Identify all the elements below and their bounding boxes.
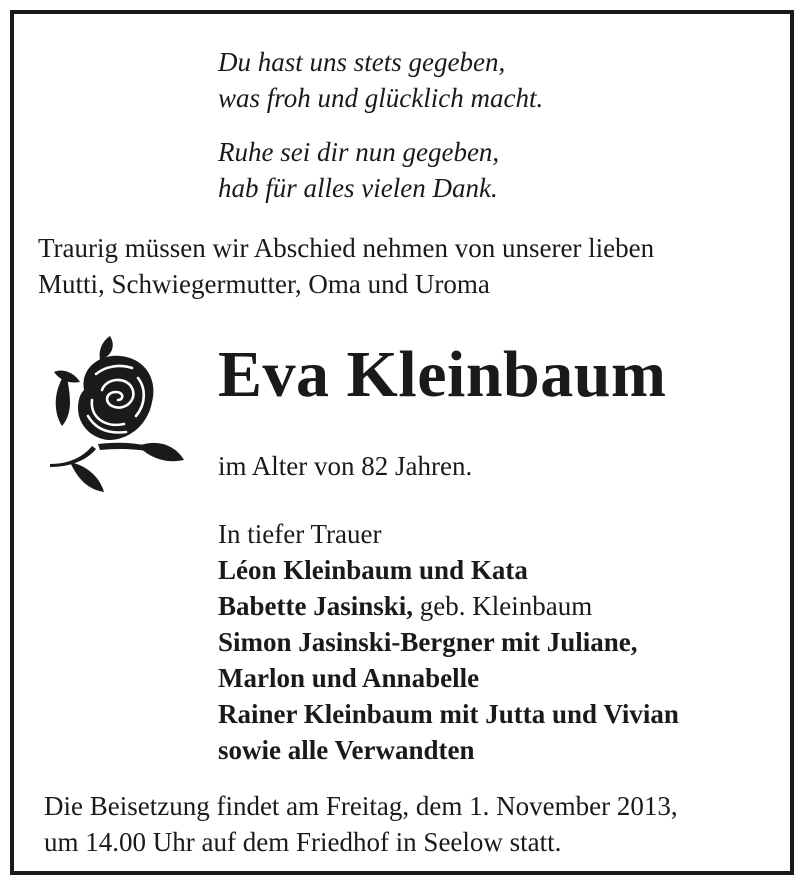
funeral-line: Die Beisetzung findet am Freitag, dem 1. November 2013, bbox=[44, 791, 678, 821]
intro-text bbox=[38, 230, 654, 302]
intro-line: Mutti, Schwiegermutter, Oma und Uroma bbox=[38, 269, 490, 299]
mourners-list bbox=[218, 516, 679, 768]
mourner-name: Babette Jasinski, bbox=[218, 591, 414, 621]
mourner-line: sowie alle Verwandten bbox=[218, 735, 475, 765]
poem-line: hab für alles vielen Dank. bbox=[218, 173, 498, 203]
mourner-line bbox=[218, 588, 679, 624]
intro-line: Traurig müssen wir Abschied nehmen von unserer lieben bbox=[38, 233, 655, 263]
mourner-line: Simon Jasinski-Bergner mit Juliane, bbox=[218, 627, 638, 657]
poem-line: Du hast uns stets gegeben, bbox=[218, 47, 506, 77]
poem-stanza-2 bbox=[218, 134, 499, 206]
mourner-line: Rainer Kleinbaum mit Jutta und Vivian bbox=[218, 699, 679, 729]
mourners-heading: In tiefer Trauer bbox=[218, 519, 382, 549]
poem-line: was froh und glücklich macht. bbox=[218, 83, 544, 113]
poem-stanza-1 bbox=[218, 44, 543, 116]
poem-line: Ruhe sei dir nun gegeben, bbox=[218, 137, 500, 167]
deceased-name: Eva Kleinbaum bbox=[218, 338, 667, 411]
funeral-line: um 14.00 Uhr auf dem Friedhof in Seelow statt. bbox=[44, 827, 562, 857]
mourner-note: geb. Kleinbaum bbox=[413, 591, 593, 621]
age-text: im Alter von 82 Jahren. bbox=[218, 451, 473, 481]
mourner-line: Léon Kleinbaum und Kata bbox=[218, 555, 528, 585]
funeral-notice bbox=[44, 788, 678, 860]
mourner-line: Marlon und Annabelle bbox=[218, 663, 480, 693]
rose-icon bbox=[40, 334, 190, 494]
